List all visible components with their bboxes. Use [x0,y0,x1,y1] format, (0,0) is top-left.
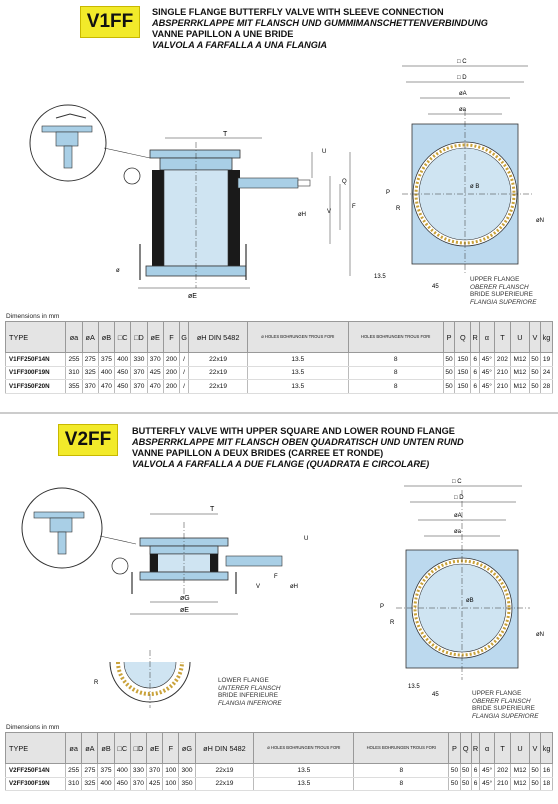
table-cell: 200 [163,366,179,380]
table-cell: 370 [147,764,163,778]
v2-col-G: øG [179,733,195,764]
table-cell: 370 [130,777,146,791]
table-cell: 50 [443,366,454,380]
v2-col-V: V [529,733,540,764]
v2-col-E: øE [147,733,163,764]
v1-col-V: V [529,322,540,353]
v2-title-en: BUTTERFLY VALVE WITH UPPER SQUARE AND LOWER ROUND FLANGE [132,426,455,436]
v1-title-en: SINGLE FLANGE BUTTERFLY VALVE WITH SLEEVE CONNECTION [152,7,444,17]
table-cell: 400 [115,353,131,367]
table-cell: 6 [471,380,479,394]
v2-lower-R: R [94,680,99,686]
v2-dim-G: øG [180,595,190,602]
v2-dim-H: øH [290,584,298,590]
table-cell: 150 [455,380,471,394]
v2-upper-flange-label: UPPER FLANGE OBERER FLANSCH BRIDE SUPERIEURE FLANGIA SUPERIORE [472,690,539,720]
table-cell: 370 [131,366,147,380]
v2-top-a: øa [454,529,462,535]
table-cell: 150 [455,366,471,380]
table-cell: 100 [163,777,179,791]
v1-top-R: R [396,206,401,212]
table-cell: 355 [66,380,82,394]
type-cell: V2FF300F19N [6,777,66,791]
type-cell: V1FF250F14N [6,353,66,367]
table-cell: 45° [480,777,495,791]
v1-top-a45: 45 [432,284,439,290]
v2-title-it: VALVOLA A FARFALLA A DUE FLANGE (QUADRATA E CIRCOLARE) [132,459,430,469]
table-cell: 100 [163,764,179,778]
table-cell: 50 [449,764,460,778]
v1-top-N: øN [536,218,544,224]
v1-top-D: □ D [457,75,467,81]
v1-dim-F: F [352,204,356,210]
v2-col-alpha: α [480,733,495,764]
table-cell: 330 [130,764,146,778]
type-cell: V2FF250F14N [6,764,66,778]
v1-col-C: □C [115,322,131,353]
v2-col-type: TYPE [6,733,66,764]
v2-badge: V2FF [58,424,118,456]
table-cell: M12 [511,764,530,778]
table-cell: 50 [443,380,454,394]
table-cell: 8 [348,366,443,380]
v2-col-B: øB [98,733,114,764]
table-cell: M12 [511,366,530,380]
v2-lower-flange-drawing [80,646,210,718]
table-cell: 400 [98,366,114,380]
v1-header-row [6,322,553,353]
v2-top-N: øN [536,632,544,638]
v1-dim-T: T [223,131,228,138]
table-cell: 24 [541,366,553,380]
table-cell: / [180,366,189,380]
v1-col-U: U [511,322,530,353]
v1-dim-Q: Q [342,179,347,185]
table-cell: 310 [66,366,82,380]
v2-top-B: øB [466,598,474,604]
table-cell: 8 [354,764,449,778]
table-cell: 202 [494,353,510,367]
table-cell: 50 [529,366,540,380]
v1-dim-H: øH [298,212,306,218]
table-cell: 310 [66,777,82,791]
v1-top-drawing [362,52,558,302]
v1-col-A: øA [82,322,98,353]
table-cell: 22x19 [195,764,254,778]
table-cell: / [180,353,189,367]
table-cell: 6 [471,777,479,791]
table-cell: 202 [495,764,511,778]
table-cell: 8 [354,777,449,791]
table-cell: 45° [479,353,494,367]
v1-col-R: R [471,322,479,353]
v2-lower-flange-label: LOWER FLANGE UNTERER FLANSCH BRIDE INFERIEURE FLANGIA INFERIORE [218,677,282,707]
v1-upper-flange-label: UPPER FLANGE OBERER FLANSCH BRIDE SUPERIEURE FLANGIA SUPERIORE [470,276,537,306]
v1-table-body [6,353,553,394]
table-cell: 50 [529,764,540,778]
v1-col-P: P [443,322,454,353]
table-cell: M12 [511,353,530,367]
table-cell: 470 [147,380,163,394]
v2-col-D: □D [130,733,146,764]
table-cell: 150 [455,353,471,367]
table-row [6,764,553,778]
table-cell: 255 [66,764,82,778]
table-cell: 325 [82,366,98,380]
table-cell: 6 [471,366,479,380]
v1-spec-table [5,321,553,394]
v2-top-drawing [354,470,554,700]
table-cell: 450 [115,380,131,394]
table-cell: 300 [179,764,195,778]
v1-col-holes: HOLES BOHRUNGEN TROUS FORI [348,322,443,353]
v1-side-drawing [0,48,360,303]
v1-col-kg: kg [541,322,553,353]
v2-title-de: ABSPERRKLAPPE MIT FLANSCH OBEN QUADRATISCH UND UNTEN RUND [132,437,464,447]
v1-col-E: øE [147,322,163,353]
v1-col-G: G [180,322,189,353]
v2-side-drawing [0,470,330,620]
v1-top-a: øa [459,107,467,113]
table-cell: 22x19 [195,777,254,791]
table-cell: 19 [541,353,553,367]
table-cell: 400 [114,764,130,778]
table-cell: M12 [511,777,530,791]
v1-title-de: ABSPERRKLAPPE MIT FLANSCH UND GUMMIMANSCHETTENVERBINDUNG [152,18,488,28]
table-cell: 425 [147,366,163,380]
v1-col-Q: Q [455,322,471,353]
v2-col-R: R [471,733,479,764]
table-cell: 370 [131,380,147,394]
v1-top-d135: 13.5 [374,274,386,280]
v2-col-H: øH DIN 5482 [195,733,254,764]
table-cell: 450 [115,366,131,380]
v1-titles [152,7,552,51]
v1-col-a: øa [66,322,82,353]
type-cell: V1FF300F19N [6,366,66,380]
v2-top-R: R [390,620,395,626]
v1-top-B: ø B [470,184,480,190]
table-cell: 45° [479,380,494,394]
v2-col-Q: Q [460,733,471,764]
table-cell: 325 [82,777,98,791]
table-cell: 8 [348,353,443,367]
v2-title-fr: VANNE PAPILLON A DEUX BRIDES (CARREE ET RONDE) [132,448,384,458]
table-cell: 210 [495,777,511,791]
v2-dim-V: V [256,584,261,590]
v1-col-H: øH DIN 5482 [189,322,248,353]
v2-top-A: øA [454,513,462,519]
v2-col-P: P [449,733,460,764]
v1-col-F: F [163,322,179,353]
v1-dim-V: V [327,209,332,215]
v2-col-A: øA [82,733,98,764]
table-cell: 50 [529,380,540,394]
v1-dim-U: U [322,149,327,155]
table-row [6,353,553,367]
v1-dim-note: Dimensions in mm [6,313,60,320]
table-cell: 50 [529,353,540,367]
v2-dim-U: U [304,536,309,542]
v1-dim-s: ø [116,268,120,274]
table-cell: 50 [449,777,460,791]
table-cell: 275 [82,353,98,367]
v1-badge: V1FF [80,6,140,38]
table-cell: 425 [147,777,163,791]
v1-top-P: P [386,190,391,196]
section-divider [0,412,558,414]
v2-top-P: P [380,604,385,610]
v1-title-it: VALVOLA A FARFALLA A UNA FLANGIA [152,40,328,50]
table-cell: 210 [494,380,510,394]
table-cell: 8 [348,380,443,394]
table-cell: 28 [541,380,553,394]
table-cell: 13.5 [254,777,354,791]
table-cell: 22x19 [189,380,248,394]
v2-col-F: F [163,733,179,764]
table-cell: 50 [460,777,471,791]
table-cell: 45° [479,366,494,380]
v1-col-type: TYPE [6,322,66,353]
table-cell: M12 [511,380,530,394]
table-cell: 375 [98,353,114,367]
table-cell: 22x19 [189,353,248,367]
table-cell: 16 [541,764,553,778]
table-cell: 370 [82,380,98,394]
v2-col-kg: kg [541,733,553,764]
v2-titles [132,426,552,470]
v2-top-C: □ C [452,479,462,485]
table-cell: 50 [529,777,540,791]
table-cell: 375 [98,764,114,778]
table-row [6,777,553,791]
v1-top-A: øA [459,91,467,97]
table-cell: 13.5 [248,380,348,394]
table-cell: 330 [131,353,147,367]
v1-col-D: □D [131,322,147,353]
table-cell: 13.5 [254,764,354,778]
table-cell: 275 [82,764,98,778]
table-cell: / [180,380,189,394]
v2-col-C: □C [114,733,130,764]
table-cell: 22x19 [189,366,248,380]
table-cell: 370 [147,353,163,367]
v2-col-holes: HOLES BOHRUNGEN TROUS FORI [354,733,449,764]
table-cell: 200 [163,380,179,394]
table-cell: 50 [460,764,471,778]
table-cell: 200 [163,353,179,367]
v2-table-body [6,764,553,791]
v1-col-B: øB [98,322,114,353]
v2-dim-F: F [274,574,278,580]
table-cell: 470 [98,380,114,394]
v2-top-D: □ D [454,495,464,501]
v1-col-alpha: α [479,322,494,353]
table-row [6,366,553,380]
table-cell: 255 [66,353,82,367]
table-cell: 6 [471,353,479,367]
v2-col-a: øa [66,733,82,764]
v1-title-fr: VANNE PAPILLON A UNE BRIDE [152,29,294,39]
v1-col-T: T [494,322,510,353]
v2-col-holes-dia: ø HOLES BOHRUNGEN TROUS FORI [254,733,354,764]
table-cell: 450 [114,777,130,791]
table-cell: 13.5 [248,366,348,380]
table-cell: 400 [98,777,114,791]
type-cell: V1FF350F20N [6,380,66,394]
v2-dim-note: Dimensions in mm [6,724,60,731]
v1-dim-E: øE [188,293,197,300]
v2-dim-T: T [210,506,215,513]
v2-top-a45: 45 [432,692,439,698]
v2-top-d135: 13.5 [408,684,420,690]
table-cell: 18 [541,777,553,791]
v2-col-T: T [495,733,511,764]
table-cell: 13.5 [248,353,348,367]
v2-dim-E: øE [180,607,189,614]
table-cell: 350 [179,777,195,791]
table-cell: 6 [471,764,479,778]
table-row [6,380,553,394]
v2-header-row [6,733,553,764]
v1-top-C: □ C [457,59,467,65]
table-cell: 45° [480,764,495,778]
v1-col-holes-dia: ø HOLES BOHRUNGEN TROUS FORI [248,322,348,353]
v2-spec-table [5,732,553,791]
v2-col-U: U [511,733,530,764]
table-cell: 50 [443,353,454,367]
table-cell: 210 [494,366,510,380]
